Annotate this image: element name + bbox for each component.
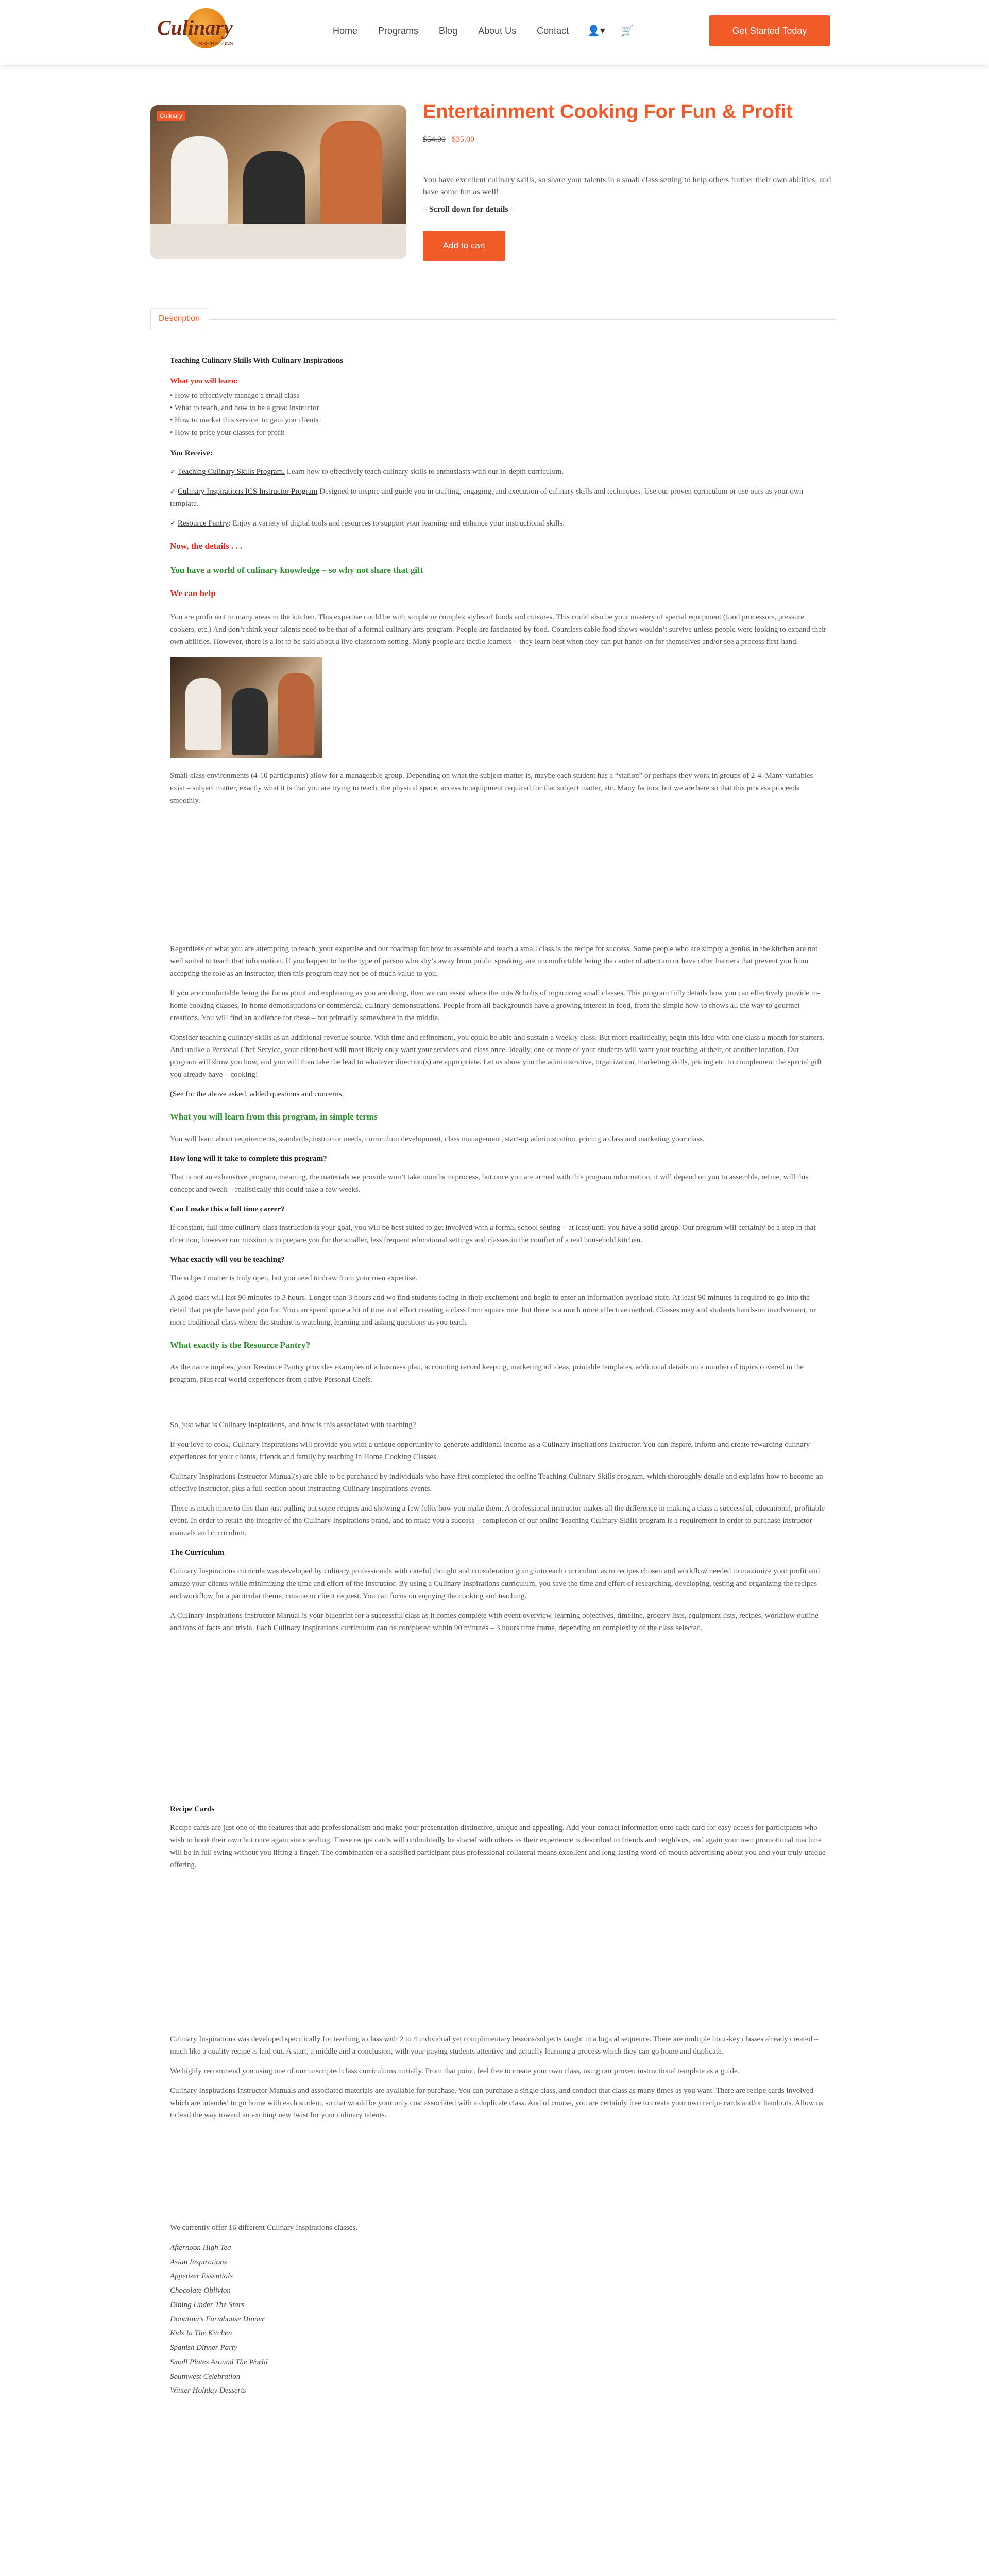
faq-answer: The subject matter is truly open, but you need to draw from your own expertise.	[170, 1274, 417, 1282]
spacer	[170, 1641, 827, 1796]
photo-table	[150, 224, 406, 259]
list-item: Dining Under The Stars	[170, 2300, 245, 2309]
nav-blog[interactable]: Blog	[439, 26, 458, 36]
gift-heading: You have a world of culinary knowledge – so why not share that gift	[170, 565, 423, 575]
receive-item	[170, 466, 827, 478]
list-item: Afternoon High Tea	[170, 2243, 231, 2252]
teaching-program-link[interactable]: Teaching Culinary Skills Program.	[177, 468, 285, 476]
paragraph: Consider teaching culinary skills as an additional revenue source. With time and refinement, you could be able and sustain a weekly class. But more realistically, begin this idea with one class a month for starters. And unlike a Personal Chef Service, your client/host will most likely only want your services and class once. Ideally, one or more of your students will want your teaching at their, or another location. Our program will show you how, and you will then take the lead to whatever direction(s) are appropriate. Let us show you the administrative, organization, marketing skills, pricing etc. to complement the special gift you already have – cooking!	[170, 1033, 824, 1079]
product-price	[423, 135, 474, 144]
check-icon: ✓	[170, 520, 176, 528]
paragraph: A good class will last 90 minutes to 3 hours. Longer than 3 hours and we find students fading in their excitement and begin to enter an information overload state. At least 90 minutes is required to go into the detail that people have paid you for. You can spend quite a bit of time and effort creating a class from square one, but there is a much more effective method. Classes may and students hands-on involvement, or more traditional class where the student is watching, learning and asking questions as you teach.	[170, 1293, 816, 1327]
scroll-down-note: – Scroll down for details –	[423, 205, 515, 214]
paragraph: So, just what is Culinary Inspirations, and how is this associated with teaching?	[170, 1420, 416, 1429]
nav-home[interactable]: Home	[333, 26, 358, 36]
paragraph: A Culinary Inspirations Instructor Manual is your blueprint for a successful class as it comes complete with event overview, learning objectives, timeline, grocery lists, equipment lists, recipes, workflow outline and tons of facts and trivia. Each Culinary Inspirations curriculum can be completed within 90 minutes – 3 hours time frame, depending on complexity of the class selected.	[170, 1611, 819, 1632]
paragraph: There is much more to this than just pulling out some recipes and showing a few folks how you make them. A professional instructor makes all the difference in making a class a successful, educational, profitable event. In order to retain the integrity of the Culinary Inspirations brand, and to make you a success – completion of our online Teaching Culinary Skills program is a requirement in order to purchase instructor manuals and curriculum.	[170, 1504, 825, 1537]
photo-person	[232, 688, 268, 755]
faq-answer: If constant, full time culinary class instruction is your goal, you will be best suited to get involved with a formal school setting – at least until you have a solid group. Our program will certainly be a step in that direction, however our mission is to prepare you for the smaller, less frequent educational settings and classes in the comfort of a real household kitchen.	[170, 1223, 816, 1244]
product-title: Entertainment Cooking For Fun & Profit	[423, 101, 793, 123]
receive-text: Learn how to effectively teach culinary skills to enthusiasts with our in-depth curriculum.	[285, 468, 564, 476]
logo-text: Culinary	[157, 16, 233, 39]
curriculum-heading: The Curriculum	[170, 1548, 225, 1557]
spacer	[170, 2129, 827, 2222]
learn-heading: What you will learn:	[170, 377, 238, 385]
faq-answer: That is not an exhaustive program, meaning, the materials we provide won’t take months to process, but once you are armed with this program information, it will depend on you to assemble, refine, will this concept and tweak – realistically this could take a few weeks.	[170, 1173, 809, 1194]
faq-question: Can I make this a full time career?	[170, 1205, 285, 1213]
list-item: Chocolate Oblivion	[170, 2286, 231, 2295]
learn-list	[170, 389, 827, 439]
nav-contact[interactable]: Contact	[537, 26, 569, 36]
faq-link[interactable]: (See for the above asked, added questions and concerns.	[170, 1090, 344, 1098]
logo-subtext: INSPIRATIONS	[197, 41, 233, 47]
check-icon: ✓	[170, 488, 176, 496]
list-item: • What to teach, and how to be a great instructor	[170, 404, 319, 412]
spacer	[170, 1878, 827, 2033]
get-started-button[interactable]: Get Started Today	[709, 15, 830, 46]
paragraph: Culinary Inspirations curricula was developed by culinary professionals with careful thought and consideration going into each curriculum as to recipes chosen and workflow needed to maximize your profit and amaze your clients while minimizing the time and effort of the Instructor. By using a Culinary Inspirations curriculum, you save the time and effort of researching, developing, testing and organizing the recipes and workflow for a particular theme, cuisine or client request. You can focus on enjoying the cooking and teaching.	[170, 1567, 820, 1600]
recipe-cards-heading: Recipe Cards	[170, 1805, 215, 1814]
instructor-program-link[interactable]: Culinary Inspirations ICS Instructor Program	[177, 487, 318, 496]
price-new: $35.00	[452, 135, 474, 144]
cart-icon[interactable]: 🛒	[620, 24, 634, 37]
list-item: Southwest Celebration	[170, 2372, 241, 2381]
faq-question: What exactly will you be teaching?	[170, 1255, 285, 1264]
faq-question: How long will it take to complete this program?	[170, 1154, 327, 1163]
resource-pantry-link[interactable]: Resource Pantry	[177, 519, 229, 528]
list-item: Winter Holiday Desserts	[170, 2386, 246, 2395]
list-item: Small Plates Around The World	[170, 2358, 268, 2366]
paragraph: Small class environments (4-10 participants) allow for a manageable group. Depending on what the subject matter is, maybe each student has a “station” or perhaps they work in groups of 2-4. Many variables exist – subject matter, exactly what it is that you are trying to teach, the physical space, access to equipment required for that subject matter, etc. Many factors, but we are here so that this process proceeds smoothly.	[170, 771, 813, 805]
list-item: • How to effectively manage a small class	[170, 392, 300, 400]
paragraph: As the name implies, your Resource Pantry provides examples of a business plan, accounting record keeping, marketing ad ideas, printable templates, additional details on a number of topics covered in the program, plus real world experiences from active Personal Chefs.	[170, 1363, 804, 1384]
paragraph: Culinary Inspirations was developed specifically for teaching a class with 2 to 4 individual yet complimentary lessons/subjects taught in a logical sequence. There are multiple hour-key classes already created – much like a quality recipe is laid out. A start, a middle and a conclusion, with your paying students attentive and actually learning a process which they can go home and duplicate.	[170, 2035, 819, 2056]
classes-list	[170, 2241, 827, 2398]
teaching-heading: Teaching Culinary Skills With Culinary Inspirations	[170, 357, 344, 365]
add-to-cart-button[interactable]: Add to cart	[423, 231, 505, 261]
nav-programs[interactable]: Programs	[378, 26, 419, 36]
spacer	[170, 814, 827, 943]
site-logo[interactable]	[157, 7, 245, 52]
resource-pantry-heading: What exactly is the Resource Pantry?	[170, 1340, 311, 1350]
receive-text: Designed to inspire and guide you in crafting, engaging, and execution of culinary skills and techniques. Use our proven curriculum or use ours as your own template.	[170, 487, 804, 508]
list-item: Kids In The Kitchen	[170, 2329, 232, 2338]
account-icon[interactable]: 👤▾	[587, 24, 605, 37]
list-item: Asian Inspirations	[170, 2258, 227, 2266]
check-icon: ✓	[170, 468, 176, 476]
product-image[interactable]	[150, 105, 406, 259]
learn-simple-heading: What you will learn from this program, in simple terms	[170, 1111, 378, 1122]
paragraph: You will learn about requirements, standards, instructor needs, curriculum development, class management, start-up administration, pricing a class and marketing your class.	[170, 1134, 705, 1143]
receive-text: : Enjoy a variety of digital tools and resources to support your learning and enhance your instructional skills.	[228, 519, 565, 528]
list-item: Donatina’s Farmhouse Dinner	[170, 2315, 265, 2324]
paragraph: We highly recommend you using one of our unscripted class curriculums initially. From that point, feel free to create your own class, using our proven instructional template as a guide.	[170, 2066, 740, 2075]
photo-person	[278, 673, 314, 755]
product-short-description: You have excellent culinary skills, so share your talents in a small class setting to help others further their own abilities, and have some fun as well!	[423, 176, 831, 197]
paragraph: If you love to cook, Culinary Inspirations will provide you with a unique opportunity to generate additional income as a Culinary Inspirations Instructor. You can inspire, inform and create rewarding culinary experiences for your clients, friends and family by teaching in Home Cooking Classes.	[170, 1440, 810, 1461]
list-item: • How to market this service, to gain you clients	[170, 416, 319, 425]
tabs-divider	[150, 319, 835, 320]
price-old: $54.00	[423, 135, 446, 144]
list-item: Spanish Dinner Party	[170, 2344, 237, 2352]
main-nav	[333, 26, 589, 37]
receive-item	[170, 485, 827, 510]
paragraph: Culinary Inspirations Instructor Manual(s) are able to be purchased by individuals who have first completed the online Teaching Culinary Skills program, which thoroughly details and explains how to become an effective instructor, plus a full section about instructing Culinary Inspirations events.	[170, 1472, 823, 1493]
receive-item	[170, 517, 827, 530]
nav-about-us[interactable]: About Us	[478, 26, 517, 36]
list-item: • How to price your classes for profit	[170, 429, 285, 437]
paragraph: Recipe cards are just one of the features that add professionalism and make your presentation distinctive, unique and appealing. Add your contact information onto each card for easy access for participants who wish to book their own but once again since sealing. These recipe cards will undoubtedly be shared with others as their experience is described to friends and neighbors, and again your own promotional machine will be in full swing without you lifting a finger. The combination of a satisfied participant plus professional collateral means excellent and long-lasting word-of-mouth advertising about you and your truly unique offering.	[170, 1823, 826, 1869]
paragraph: Regardless of what you are attempting to teach, your expertise and our roadmap for how to assemble and teach a small class is the recipe for success. Some people who are simply a genius in the kitchen are not well suited to teach that information. If you happen to be the type of person who shy’s away from public speaking, are uncomfortable being the center of attention or have other barriers that prevent you from accepting the role as an instructor, then this program may not be of much value to you.	[170, 944, 818, 978]
classes-intro: We currently offer 16 different Culinary Inspirations classes.	[170, 2223, 357, 2232]
we-can-help-heading: We can help	[170, 588, 216, 599]
description-content	[170, 350, 827, 2398]
paragraph: If you are comfortable being the focus point and explaining as you are doing, then we can assist where the nuts & bolts of organizing small classes. This program fully details how you can effectively provide in-home cooking classes, in-home demonstrations or commercial culinary demonstrations. People from all backgrounds have a growing interest in food, from the simple how-to shows all the way to gourmet creations. You will find an audience for these – but primarily somewhere in the middle.	[170, 989, 820, 1022]
class-photo	[170, 657, 322, 758]
tab-description[interactable]: Description	[150, 308, 208, 330]
list-item: Appetizer Essentials	[170, 2272, 233, 2281]
details-heading: Now, the details . . .	[170, 541, 243, 551]
receive-heading: You Receive:	[170, 449, 213, 457]
spacer	[170, 1393, 827, 1419]
product-image-badge: Culinary	[157, 111, 185, 121]
photo-person	[185, 678, 221, 750]
paragraph: Culinary Inspirations Instructor Manuals and associated materials are available for purchase. You can purchase a single class, and conduct that class as many times as you want. There are recipe cards involved which are intended to go home with each student, so that would be your only cost associated with a duplicate class. And of course, you are certainly free to create your own recipe cards and/or handouts. Allow us to lead the way toward an exciting new twist for your culinary talents.	[170, 2086, 823, 2120]
header-icons	[587, 24, 634, 37]
paragraph: You are proficient in many areas in the kitchen. This expertise could be with simple or complex styles of foods and cuisines. This could also be your mastery of special equipment (food processors, pressure cookers, etc.) And don’t think your talents need to be that of a formal culinary arts program. People are fascinated by food. Countless cable food shows wouldn’t survive unless people were looking to expand their own abilities. However, there is a lot to be said about a live classroom setting. Many people are tactile learners – they learn best when they can put hands-on for themselves and/or see a process first-hand.	[170, 613, 827, 646]
site-header	[0, 0, 989, 65]
